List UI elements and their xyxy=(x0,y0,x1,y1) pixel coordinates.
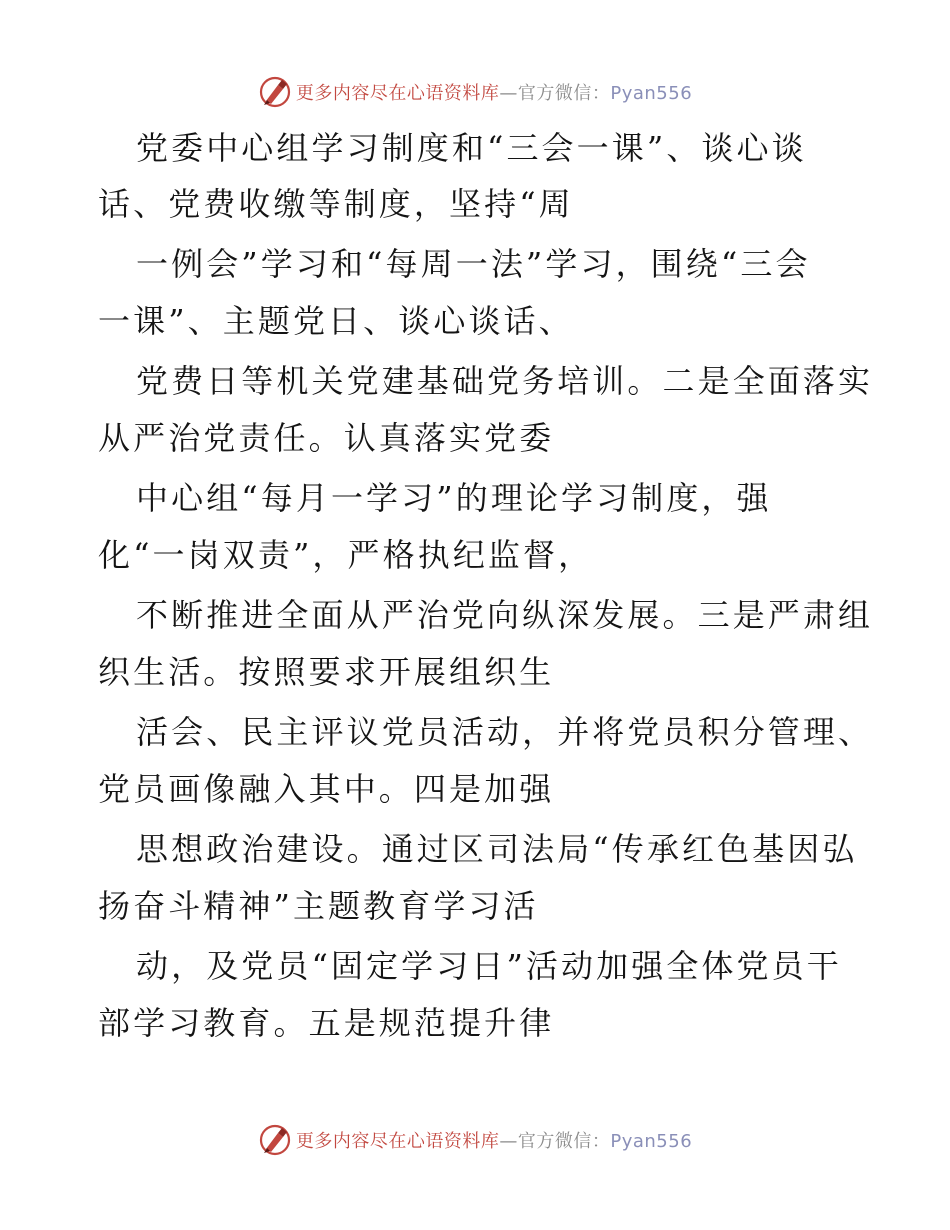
text-line: 话、党费收缴等制度，坚持“周 xyxy=(98,185,574,223)
text-line: 织生活。按照要求开展组织生 xyxy=(98,653,555,691)
watermark-dash: — xyxy=(499,83,518,104)
text-line: 从严治党责任。认真落实党委 xyxy=(98,419,555,457)
watermark-wechat-id: Pyan556 xyxy=(610,83,693,104)
text-line: 党委中心组学习制度和“三会一课”、谈心谈 xyxy=(136,129,807,167)
text-line: 化“一岗双责”，严格执纪监督， xyxy=(98,536,594,574)
watermark-dash: — xyxy=(499,1131,518,1152)
text-line: 不断推进全面从严治党向纵深发展。三是严肃组 xyxy=(136,596,874,634)
watermark-site-name: 更多内容尽在心语资料库 xyxy=(295,1131,500,1152)
text-line: 活会、民主评议党员活动，并将党员积分管理、 xyxy=(136,713,874,751)
text-line: 中心组“每月一学习”的理论学习制度，强 xyxy=(136,479,772,517)
footer-watermark xyxy=(0,1120,950,1160)
watermark-wechat-label: 官方微信： xyxy=(517,83,611,104)
text-line: 一例会”学习和“每周一法”学习，围绕“三会 xyxy=(136,245,811,283)
text-line: 党员画像融入其中。四是加强 xyxy=(98,770,555,808)
watermark-text xyxy=(296,79,692,105)
watermark-site-name: 更多内容尽在心语资料库 xyxy=(295,83,500,104)
pen-logo-icon xyxy=(258,1123,292,1157)
watermark-wechat-id: Pyan556 xyxy=(610,1131,693,1152)
text-line: 思想政治建设。通过区司法局“传承红色基因弘 xyxy=(136,830,858,868)
text-line: 部学习教育。五是规范提升律 xyxy=(98,1004,555,1042)
text-line: 扬奋斗精神”主题教育学习活 xyxy=(98,887,539,925)
text-line: 党费日等机关党建基础党务培训。二是全面落实 xyxy=(136,362,874,400)
text-line: 动，及党员“固定学习日”活动加强全体党员干 xyxy=(136,947,842,985)
pen-logo-icon xyxy=(258,75,292,109)
header-watermark xyxy=(0,72,950,112)
watermark-text xyxy=(296,1127,692,1153)
text-line: 一课”、主题党日、谈心谈话、 xyxy=(98,302,574,340)
watermark-wechat-label: 官方微信： xyxy=(517,1131,611,1152)
